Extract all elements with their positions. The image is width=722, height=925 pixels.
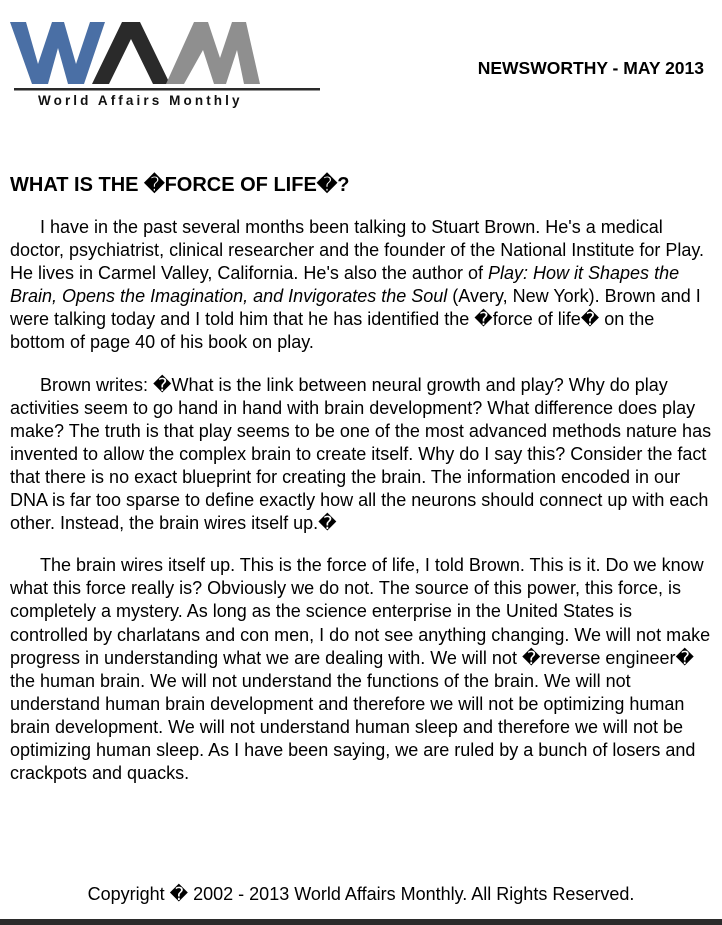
paragraph-3: The brain wires itself up. This is the force of life, I told Brown. This is it. Do we know what this force really is? Obviously we do not. The source of this power, this force, is completely a mystery. As long as the science enterprise in the United States is controlled by charlatans and con men, I do not see anything changing. We will not make progress in understanding what we are dealing with. We will not �reverse engineer� the human brain. We will not understand the functions of the brain. We will not understand human brain development and therefore we will not be optimizing human brain development. We will not understand human sleep and therefore we will not be optimizing human sleep. As I have been saying, we are ruled by a bunch of losers and crackpots and quacks. (10, 555, 711, 784)
paragraph-1-intro: I have in the past several months been talking to Stuart Brown. He's a medical doctor, psychiatrist, clinical researcher and the founder of the National Institute for Play. He lives in Carmel Valley, California. He's also the author of (10, 217, 705, 284)
logo-tagline: World Affairs Monthly (38, 93, 243, 108)
bottom-bar (0, 919, 722, 925)
logo-letter-a (92, 22, 170, 84)
article-title: WHAT IS THE �FORCE OF LIFE�? (10, 174, 350, 196)
paragraph-1 (10, 216, 712, 355)
wam-logo[interactable] (10, 22, 322, 112)
book-title: Play: How it Shapes the Brain, Opens the Imagination, and Invigorates the Soul (10, 263, 680, 307)
paragraph-2: Brown writes: �What is the link between neural growth and play? Why do play activities seem to go hand in hand with brain development? What difference does play make? The truth is that play seems to be one of the most advanced methods nature has invented to allow the complex brain to create itself. Why do I say this? Consider the fact that there is no exact blueprint for creating the brain. The information encoded in our DNA is far too sparse to define exactly how all the neurons should connect up with each other. Instead, the brain wires itself up.� (10, 374, 712, 534)
logo-letter-m (166, 22, 260, 84)
article-body (10, 216, 712, 804)
copyright-notice: Copyright � 2002 - 2013 World Affairs Monthly. All Rights Reserved. (87, 884, 635, 904)
paragraph-1-rest: (Avery, New York). Brown and I were talking today and I told him that he has identified the �force of life� on the bottom of page 40 of his book on play. (10, 286, 701, 353)
logo-underline (14, 88, 320, 91)
edition-label: NEWSWORTHY - MAY 2013 (477, 58, 704, 78)
logo-letter-w (10, 22, 105, 84)
